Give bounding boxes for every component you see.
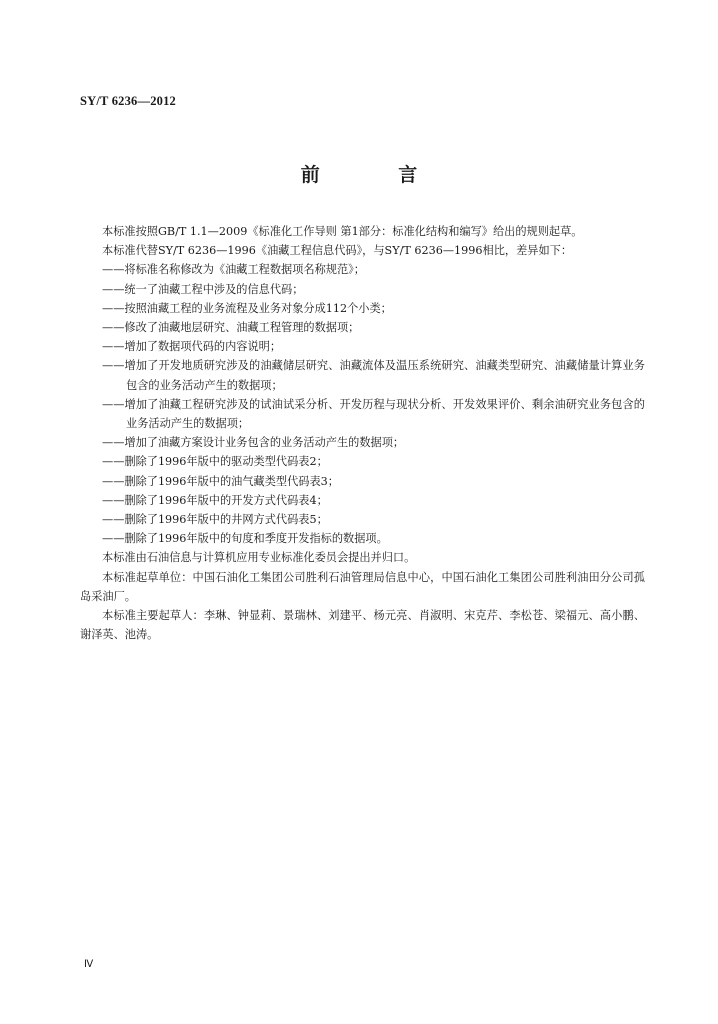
change-item: ——增加了油藏工程研究涉及的试油试采分析、开发历程与现状分析、开发效果评价、剩余油研究业务包含的业务活动产生的数据项； [102, 397, 645, 431]
change-item: ——删除了1996年版中的开发方式代码表4； [102, 493, 328, 507]
change-item: ——删除了1996年版中的油气藏类型代码表3； [102, 474, 339, 488]
page-number: Ⅳ [84, 959, 94, 970]
change-item: ——修改了油藏地层研究、油藏工程管理的数据项； [102, 321, 360, 335]
standard-code-header: SY/T 6236—2012 [80, 94, 176, 108]
page-title: 前 言 [300, 164, 454, 186]
change-item: ——统一了油藏工程中涉及的信息代码； [102, 282, 304, 296]
change-item: ——删除了1996年版中的井网方式代码表5； [102, 513, 328, 527]
paragraph-drafting-rules: 本标准按照GB/T 1.1—2009《标准化工作导则 第1部分：标准化结构和编写》给出的规则起草。 [102, 225, 583, 238]
change-item: ——增加了开发地质研究涉及的油藏储层研究、油藏流体及温压系统研究、油藏类型研究、油藏储量计算业务包含的业务活动产生的数据项； [102, 359, 645, 392]
change-item: ——将标准名称修改为《油藏工程数据项名称规范》； [102, 263, 365, 277]
paragraph-drafting-units: 本标准起草单位：中国石油化工集团公司胜利石油管理局信息中心，中国石油化工集团公司胜利油田分公司孤岛采油厂。 [80, 570, 645, 603]
change-item: ——按照油藏工程的业务流程及业务对象分成112个小类； [102, 301, 392, 315]
change-item: ——增加了油藏方案设计业务包含的业务活动产生的数据项； [102, 436, 405, 450]
foreword-body [80, 222, 645, 644]
paragraph-drafters: 本标准主要起草人：李琳、钟显莉、景瑞林、刘建平、杨元亮、肖淑明、宋克芹、李松苍、梁福元、高小鹏、谢泽英、池涛。 [80, 609, 645, 642]
change-item: ——增加了数据项代码的内容说明； [102, 340, 282, 354]
paragraph-replacement: 本标准代替SY/T 6236—1996《油藏工程信息代码》，与SY/T 6236—1996相比，差异如下： [102, 244, 573, 258]
change-item: ——删除了1996年版中的驱动类型代码表2； [102, 455, 328, 469]
change-item: ——删除了1996年版中的旬度和季度开发指标的数据项。 [102, 532, 388, 546]
paragraph-proposer: 本标准由石油信息与计算机应用专业标准化委员会提出并归口。 [102, 551, 416, 565]
